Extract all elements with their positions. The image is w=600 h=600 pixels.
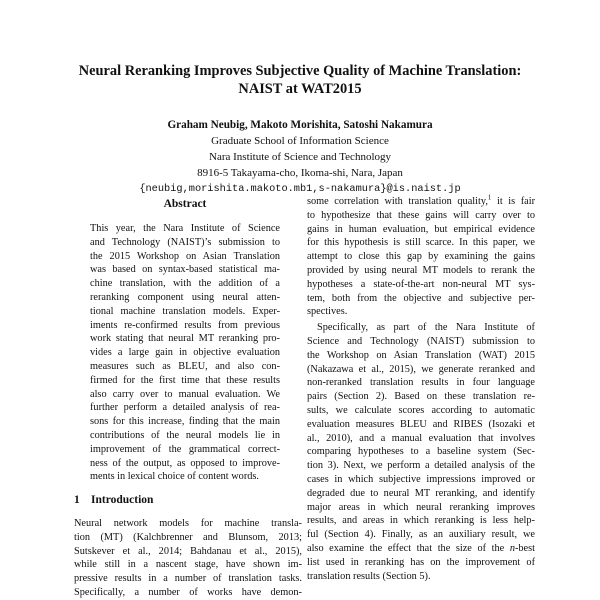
abstract-line: and Technology (NAIST)’s submission to [90, 236, 280, 248]
affiliation-line: Graduate School of Information Science [211, 135, 389, 147]
right-line: non-reranked translation results in four language [307, 377, 535, 389]
right-line: Specifically, as part of the Nara Institute of [317, 322, 535, 334]
right-line: translation results (Section 5). [307, 570, 431, 582]
right-line: gains in human evaluation, but empirical evidence [307, 223, 535, 235]
abstract-line: work stating that neural MT reranking pro- [90, 333, 280, 345]
abstract-line: chine translation, with the addition of a [90, 278, 280, 290]
right-line: tion 3). Next, we perform a detailed analysis of the [307, 460, 535, 472]
right-line-text: also examine the effect that the size of the [307, 542, 505, 554]
paper-title [60, 62, 540, 98]
right-line [307, 195, 535, 209]
right-line: for this hypothesis is still scarce. In this paper, we [307, 237, 535, 249]
right-line: results, and areas in which reranking is less help- [307, 515, 535, 527]
right-line: degraded due to neural MT reranking, and identify [307, 487, 535, 499]
right-line: al., 2010), and a manual evaluation that involves [307, 432, 535, 444]
abstract-heading: Abstract [163, 198, 207, 210]
right-line: major areas in which neural reranking improves [307, 501, 535, 513]
right-line: tem, both from the objective and subjective per- [307, 292, 535, 304]
n-best-variable: n [509, 542, 515, 554]
abstract-line: was based on syntax-based statistical ma- [90, 264, 280, 276]
right-line: sults, we calculate scores according to automatic [307, 404, 535, 416]
right-line: hypotheses a state-of-the-art non-neural MT sys- [307, 278, 535, 290]
introduction-body [74, 517, 302, 600]
right-line: cases in which subjective impressions improved or [307, 473, 535, 485]
right-line: ful (Section 4). Finally, as an auxiliary result, we [307, 529, 535, 541]
abstract-body [90, 222, 280, 484]
affiliation-block [60, 133, 540, 197]
abstract-line: further perform a detailed analysis of rea- [90, 402, 280, 414]
abstract-line: tional machine translation models. Exper- [90, 305, 280, 317]
right-line: spectives. [307, 306, 348, 318]
abstract-line: measures such as BLEU, and also con- [90, 360, 280, 372]
affiliation-line: 8916-5 Takayama-cho, Ikoma-shi, Nara, Japan [197, 167, 403, 179]
intro-line: tion (MT) (Kalchbrenner and Blunsom, 2013; [74, 531, 302, 543]
right-line-text: some correlation with translation quality, [307, 196, 488, 207]
affiliation-line: Nara Institute of Science and Technology [209, 151, 391, 163]
abstract-line: iments re-confirmed results from previous [90, 319, 280, 331]
right-line: the Workshop on Asian Translation (WAT) 2015 [307, 349, 535, 361]
right-line [307, 542, 535, 556]
right-line: Science and Technology (NAIST) submission to [307, 335, 535, 347]
abstract-line: contributions of the neural models lie in [90, 429, 280, 441]
section-title: Introduction [91, 494, 154, 506]
abstract-line: This year, the Nara Institute of Science [90, 223, 280, 234]
right-line: comparing hypotheses to a baseline system (Sec- [307, 446, 535, 458]
right-line: (Nakazawa et al., 2015), we generate reranked and [307, 363, 535, 375]
intro-line: while still in a nascent stage, have shown im- [74, 559, 302, 571]
abstract-line: firmed for the first time that these results [90, 374, 280, 386]
abstract-line: improvement of the grammatical correct- [90, 443, 280, 455]
right-column-body [307, 195, 535, 583]
intro-line: Specifically, a number of works have demon- [74, 586, 302, 598]
abstract-line: ments in lexical choice of content words. [90, 471, 259, 483]
abstract-line: the 2015 Workshop on Asian Translation [90, 250, 280, 262]
author-email: {neubig,morishita.makoto.mb1,s-nakamura}@is.naist.jp [139, 183, 461, 195]
right-line: attempt to close this gap by examining the gains [307, 251, 535, 263]
abstract-line: reranking component using neural atten- [90, 291, 280, 303]
intro-line: pressive results in a number of translation tasks. [74, 573, 302, 585]
footnote-marker: 1 [487, 193, 492, 202]
abstract-line: vides a large gain in objective evaluation [90, 347, 280, 359]
intro-line: Neural network models for machine transla- [74, 518, 302, 529]
right-line-text: -best [514, 542, 535, 554]
abstract-line: ness of the output, as opposed to improve- [90, 457, 280, 469]
right-line-text: it is fair [491, 196, 536, 207]
right-line: pairs (Section 2). Based on these translation re- [307, 391, 535, 403]
intro-line: Sutskever et al., 2014; Bahdanau et al., 2015), [74, 545, 302, 557]
author-list: Graham Neubig, Makoto Morishita, Satoshi Nakamura [167, 119, 433, 131]
right-line: to hypothesize that these gains will carry over to [307, 209, 535, 221]
section-number: 1 [74, 494, 80, 506]
abstract-line: also carry over to manual evaluation. We [90, 388, 280, 400]
right-line: list used in reranking has on the improvement of [307, 556, 535, 568]
title-line: Neural Reranking Improves Subjective Quality of Machine Translation: [78, 63, 522, 79]
abstract-line: sons for this increase, finding that the main [90, 416, 280, 428]
section-heading-introduction [74, 492, 153, 508]
right-line: evaluation measures BLEU and RIBES (Isozaki et [307, 418, 535, 430]
right-line: provided by using neural MT models to rerank the [307, 264, 535, 276]
title-line: NAIST at WAT2015 [238, 81, 362, 97]
